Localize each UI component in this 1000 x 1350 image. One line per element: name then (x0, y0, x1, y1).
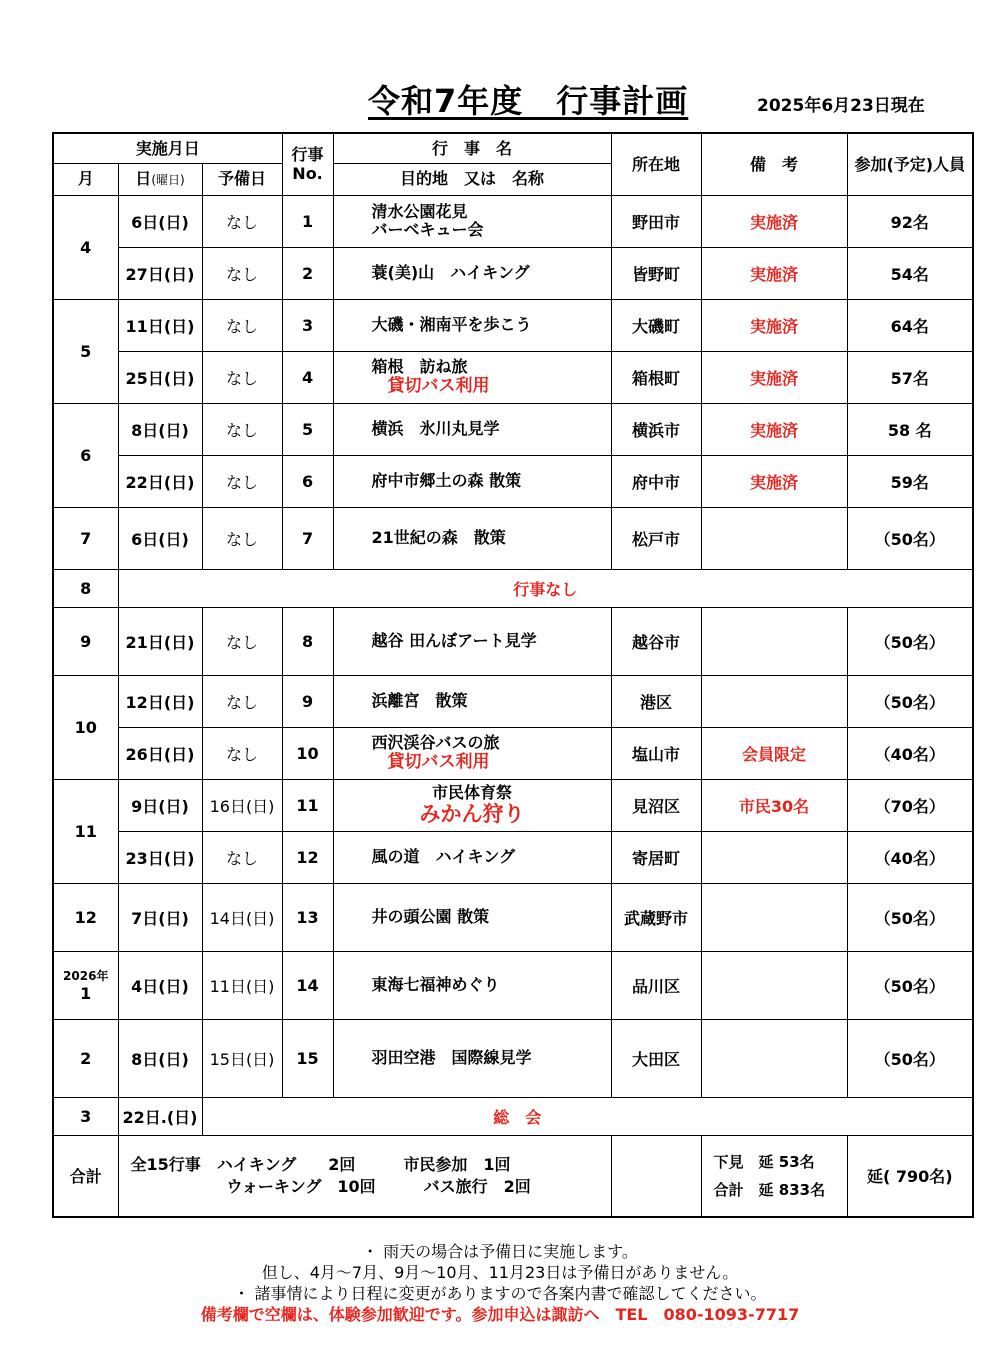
day-cell: 6日(日) (118, 195, 202, 247)
participants-cell: （50名） (847, 607, 973, 675)
participants-cell: 58 名 (847, 403, 973, 455)
month-value: 10 (74, 717, 97, 737)
reserve-cell: なし (202, 299, 282, 351)
day-cell: 22日.(日) (118, 1097, 202, 1135)
schedule-table (52, 132, 974, 1218)
event-name-cell (333, 351, 611, 403)
location-cell: 府中市 (611, 455, 701, 507)
table-row (53, 951, 973, 1019)
month-value: 2 (80, 1048, 92, 1068)
location-cell: 野田市 (611, 195, 701, 247)
day-cell: 6日(日) (118, 507, 202, 569)
event-name: 横浜 氷川丸見学 (371, 418, 500, 438)
remarks-cell: 市民30名 (701, 779, 847, 831)
event-no-cell: 9 (282, 675, 333, 727)
participants-cell: （50名） (847, 675, 973, 727)
event-no-cell: 4 (282, 351, 333, 403)
note-no-reserve: 但し、4月～7月、9月～10月、11月23日は予備日がありません。 (261, 1263, 739, 1282)
month-cell (53, 951, 118, 1019)
page-title: 令和7年度 行事計画 (368, 82, 689, 120)
month-cell (53, 299, 118, 403)
event-name-cell (333, 247, 611, 299)
month-value: 12 (74, 907, 97, 927)
reserve-cell: 14日(日) (202, 883, 282, 951)
event-no-cell: 5 (282, 403, 333, 455)
event-no-cell: 11 (282, 779, 333, 831)
totals-preview-cell (701, 1135, 847, 1217)
event-name: 風の道 ハイキング (371, 846, 516, 866)
header-day-label: 日 (135, 169, 152, 189)
reserve-cell: なし (202, 727, 282, 779)
location-cell: 塩山市 (611, 727, 701, 779)
table-row (53, 727, 973, 779)
month-value: 6 (80, 445, 92, 465)
day-cell: 7日(日) (118, 883, 202, 951)
reserve-cell: なし (202, 607, 282, 675)
table-row (53, 195, 973, 247)
location-cell: 武蔵野市 (611, 883, 701, 951)
event-name-cell (333, 1019, 611, 1097)
day-cell: 22日(日) (118, 455, 202, 507)
day-cell: 23日(日) (118, 831, 202, 883)
remarks-cell: 実施済 (701, 195, 847, 247)
header-destination: 目的地 又は 名称 (333, 163, 611, 195)
month-cell (53, 779, 118, 883)
month-cell (53, 883, 118, 951)
event-sub: 貸切バス利用 (387, 751, 490, 772)
day-cell: 27日(日) (118, 247, 202, 299)
event-name: 井の頭公園 散策 (371, 906, 490, 926)
day-cell: 4日(日) (118, 951, 202, 1019)
month-cell (53, 195, 118, 299)
totals-preview: 下見 延 53名 (713, 1152, 815, 1171)
table-row (53, 455, 973, 507)
location-cell: 大田区 (611, 1019, 701, 1097)
event-no-cell: 13 (282, 883, 333, 951)
event-name-cell (333, 607, 611, 675)
event-name: 蓑(美)山 ハイキング (371, 262, 530, 282)
month-value: 5 (80, 341, 92, 361)
month-value: 7 (80, 528, 92, 548)
participants-cell: （50名） (847, 951, 973, 1019)
note-rain: ・ 雨天の場合は予備日に実施します。 (362, 1242, 638, 1261)
location-cell: 大磯町 (611, 299, 701, 351)
event-rows (53, 195, 973, 1217)
location-cell: 松戸市 (611, 507, 701, 569)
totals-sum: 合計 延 833名 (713, 1180, 826, 1199)
event-name: 羽田空港 国際線見学 (371, 1047, 532, 1067)
event-name-cell (333, 675, 611, 727)
table-row (53, 299, 973, 351)
table-row (53, 1097, 973, 1135)
table-row (53, 831, 973, 883)
totals-row (53, 1135, 973, 1217)
event-name-cell (333, 195, 611, 247)
event-name: 市民体育祭 (432, 782, 513, 802)
table-row (53, 247, 973, 299)
day-cell: 25日(日) (118, 351, 202, 403)
month-cell (53, 675, 118, 779)
participants-cell: （70名） (847, 779, 973, 831)
location-cell: 見沼区 (611, 779, 701, 831)
header-day (118, 163, 202, 195)
event-name: 21世紀の森 散策 (371, 527, 506, 547)
event-name-cell (333, 299, 611, 351)
month-cell (53, 607, 118, 675)
table-row (53, 351, 973, 403)
location-cell: 寄居町 (611, 831, 701, 883)
table-row (53, 403, 973, 455)
totals-empty (611, 1135, 701, 1217)
event-no-cell: 1 (282, 195, 333, 247)
table-row (53, 1019, 973, 1097)
event-sub: 貸切バス利用 (387, 375, 490, 396)
table-row (53, 675, 973, 727)
participants-cell: （50名） (847, 1019, 973, 1097)
totals-line1: 全15行事 ハイキング 2回 市民参加 1回 (130, 1154, 511, 1174)
totals-line2: ウォーキング 10回 バス旅行 2回 (130, 1176, 531, 1196)
participants-cell: （50名） (847, 883, 973, 951)
participants-cell: 64名 (847, 299, 973, 351)
location-cell: 皆野町 (611, 247, 701, 299)
day-cell: 11日(日) (118, 299, 202, 351)
participants-cell: （40名） (847, 831, 973, 883)
location-cell: 港区 (611, 675, 701, 727)
event-name-cell (333, 727, 611, 779)
month-year: 2026年 (63, 969, 109, 983)
event-no-cell: 10 (282, 727, 333, 779)
table-row (53, 779, 973, 831)
participants-cell: 54名 (847, 247, 973, 299)
remarks-cell (701, 883, 847, 951)
event-no-cell: 15 (282, 1019, 333, 1097)
table-row (53, 607, 973, 675)
reserve-cell: なし (202, 351, 282, 403)
note-contact: 備考欄で空欄は、体験参加歓迎です。参加申込は諏訪へ TEL 080-1093-7717 (200, 1305, 800, 1324)
header-event-no: 行事 No. (282, 133, 333, 195)
event-name: 箱根 訪ね旅 (371, 357, 468, 377)
event-name: 浜離宮 散策 (371, 690, 468, 710)
event-name: 越谷 田んぼアート見学 (371, 630, 537, 650)
table-row (53, 569, 973, 607)
participants-cell: 57名 (847, 351, 973, 403)
location-cell: 越谷市 (611, 607, 701, 675)
header-event-name: 行 事 名 (333, 133, 611, 163)
month-value: 1 (80, 984, 92, 1003)
event-no-cell: 3 (282, 299, 333, 351)
event-no-cell: 2 (282, 247, 333, 299)
event-name-cell (333, 951, 611, 1019)
remarks-cell: 実施済 (701, 299, 847, 351)
month-cell: 3 (53, 1097, 118, 1135)
day-cell: 12日(日) (118, 675, 202, 727)
event-name: 清水公園花見 バーベキュー会 (371, 201, 484, 239)
remarks-cell (701, 831, 847, 883)
totals-summary (118, 1135, 611, 1217)
remarks-cell (701, 607, 847, 675)
event-name: 東海七福神めぐり (371, 974, 500, 994)
location-cell: 横浜市 (611, 403, 701, 455)
event-no-cell: 7 (282, 507, 333, 569)
header-month: 月 (53, 163, 118, 195)
day-cell: 21日(日) (118, 607, 202, 675)
event-name: 大磯・湘南平を歩こう (371, 314, 532, 334)
event-name-cell (333, 779, 611, 831)
event-name: 西沢渓谷バスの旅 (371, 733, 500, 753)
header-reserve: 予備日 (202, 163, 282, 195)
remarks-cell: 実施済 (701, 351, 847, 403)
remarks-cell: 実施済 (701, 247, 847, 299)
reserve-cell: なし (202, 831, 282, 883)
month-cell (53, 403, 118, 507)
participants-cell: （40名） (847, 727, 973, 779)
reserve-cell: なし (202, 455, 282, 507)
remarks-cell: 実施済 (701, 455, 847, 507)
header-date-group: 実施月日 (53, 133, 282, 163)
reserve-cell: なし (202, 403, 282, 455)
totals-label: 合計 (53, 1135, 118, 1217)
month-cell: 8 (53, 569, 118, 607)
event-name-cell (333, 455, 611, 507)
reserve-cell: 16日(日) (202, 779, 282, 831)
event-name: 府中市郷土の森 散策 (371, 470, 522, 490)
day-cell: 26日(日) (118, 727, 202, 779)
month-value: 11 (74, 821, 97, 841)
month-cell (53, 507, 118, 569)
participants-cell: 59名 (847, 455, 973, 507)
location-cell: 品川区 (611, 951, 701, 1019)
table-row (53, 883, 973, 951)
event-name-cell (333, 507, 611, 569)
header-weekday-note: (曜日) (151, 173, 185, 188)
day-cell: 9日(日) (118, 779, 202, 831)
header-participants: 参加(予定)人員 (847, 133, 973, 195)
event-name-cell (333, 403, 611, 455)
note-changes: ・ 諸事情により日程に変更がありますので各案内書で確認してください。 (233, 1284, 767, 1303)
participants-cell: （50名） (847, 507, 973, 569)
location-cell: 箱根町 (611, 351, 701, 403)
day-cell: 8日(日) (118, 1019, 202, 1097)
event-no-cell: 6 (282, 455, 333, 507)
totals-participants: 延( 790名) (847, 1135, 973, 1217)
event-no-cell: 12 (282, 831, 333, 883)
day-cell: 8日(日) (118, 403, 202, 455)
reserve-cell: なし (202, 507, 282, 569)
remarks-cell: 実施済 (701, 403, 847, 455)
event-name-cell (333, 831, 611, 883)
month-value: 4 (80, 237, 92, 257)
month-value: 9 (80, 631, 92, 651)
event-no-cell: 8 (282, 607, 333, 675)
as-of-date: 2025年6月23日現在 (757, 96, 925, 116)
no-event-cell: 行事なし (118, 569, 973, 607)
remarks-cell (701, 951, 847, 1019)
general-meeting-cell: 総 会 (202, 1097, 973, 1135)
remarks-cell (701, 675, 847, 727)
event-no-cell: 14 (282, 951, 333, 1019)
remarks-cell (701, 507, 847, 569)
remarks-cell: 会員限定 (701, 727, 847, 779)
participants-cell: 92名 (847, 195, 973, 247)
reserve-cell: なし (202, 675, 282, 727)
header-location: 所在地 (611, 133, 701, 195)
month-cell (53, 1019, 118, 1097)
reserve-cell: なし (202, 195, 282, 247)
remarks-cell (701, 1019, 847, 1097)
table-row (53, 507, 973, 569)
event-name-cell (333, 883, 611, 951)
reserve-cell: なし (202, 247, 282, 299)
event-sub: みかん狩り (419, 802, 525, 827)
reserve-cell: 15日(日) (202, 1019, 282, 1097)
reserve-cell: 11日(日) (202, 951, 282, 1019)
header-remarks: 備 考 (701, 133, 847, 195)
